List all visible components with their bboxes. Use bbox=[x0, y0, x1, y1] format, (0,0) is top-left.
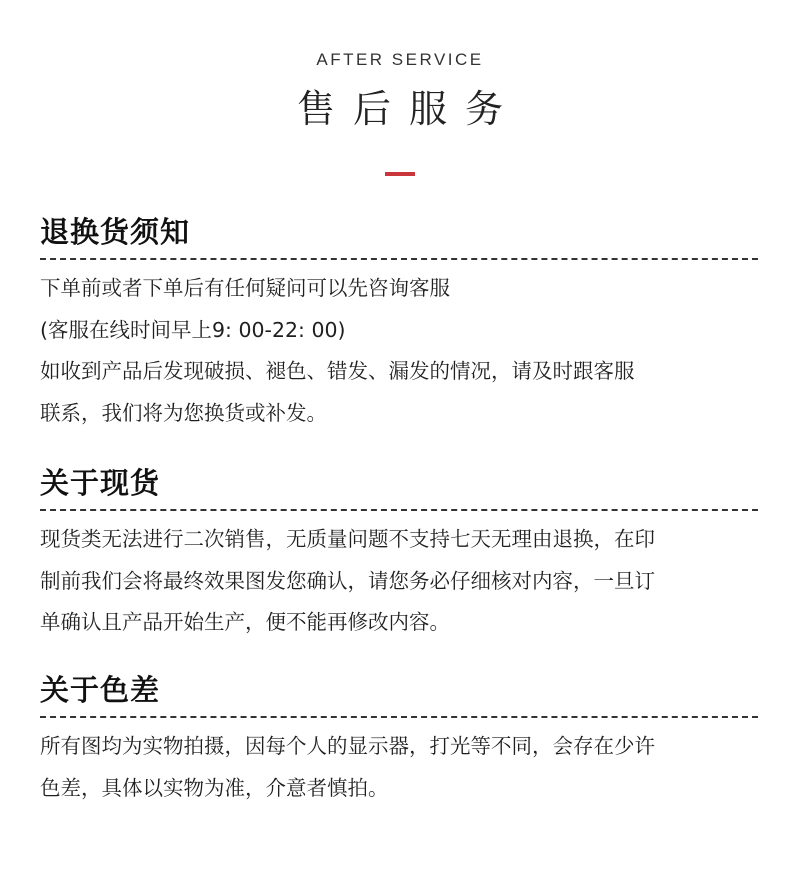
dashed-divider bbox=[40, 716, 758, 718]
body-line: 所有图均为实物拍摄，因每个人的显示器，打光等不同，会存在少许 bbox=[40, 734, 655, 758]
body-line: 色差，具体以实物为准，介意者慎拍。 bbox=[40, 775, 389, 800]
dashed-divider bbox=[40, 509, 758, 511]
section-title: 关于现货 bbox=[40, 466, 161, 500]
section-body bbox=[40, 726, 760, 809]
section-return-policy bbox=[40, 212, 760, 434]
body-line: 现货类无法进行二次销售，无质量问题不支持七天无理由退换，在印 bbox=[40, 527, 655, 551]
body-line: 如收到产品后发现破损、褪色、错发、漏发的情况，请及时跟客服 bbox=[40, 359, 635, 383]
page-title: 售后服务 bbox=[296, 87, 521, 131]
body-line: (客服在线时间早上9: 00-22: 00) bbox=[40, 317, 346, 342]
section-in-stock bbox=[40, 463, 760, 644]
section-title: 关于色差 bbox=[40, 673, 161, 707]
body-line: 单确认且产品开始生产，便不能再修改内容。 bbox=[40, 610, 450, 634]
body-line: 联系，我们将为您换货或补发。 bbox=[40, 400, 327, 425]
body-line: 制前我们会将最终效果图发您确认，请您务必仔细核对内容，一旦订 bbox=[40, 568, 655, 593]
section-color-difference bbox=[40, 670, 760, 809]
body-line: 下单前或者下单后有任何疑问可以先咨询客服 bbox=[40, 276, 450, 300]
dashed-divider bbox=[40, 258, 758, 260]
section-body bbox=[40, 268, 760, 434]
section-body bbox=[40, 519, 760, 644]
section-title: 退换货须知 bbox=[40, 215, 191, 249]
eyebrow-text: AFTER SERVICE bbox=[316, 50, 484, 69]
accent-divider bbox=[385, 172, 415, 176]
